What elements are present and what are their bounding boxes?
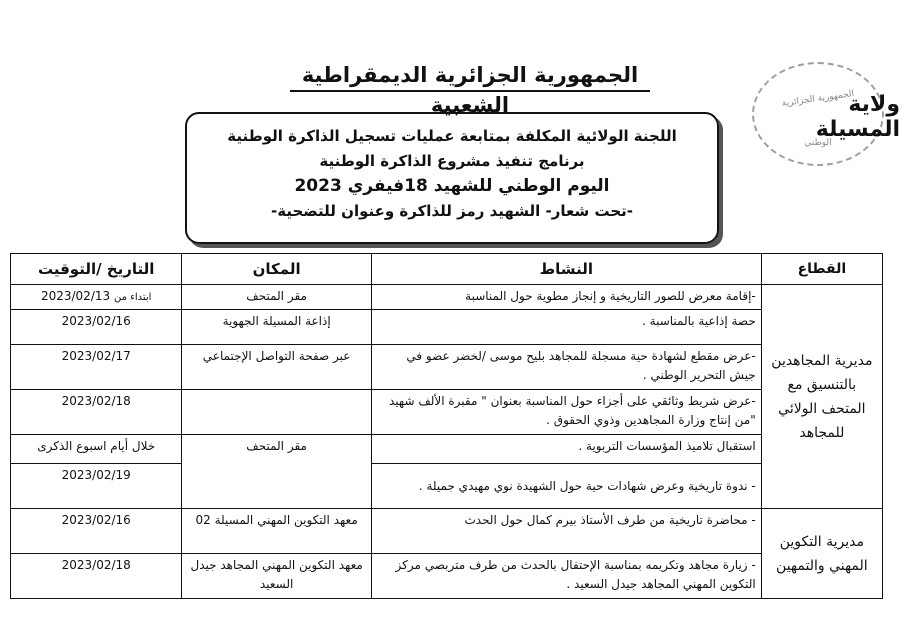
program-title: برنامج تنفيذ مشروع الذاكرة الوطنية [319, 152, 585, 170]
committee-title: اللجنة الولائية المكلفة بمتابعة عمليات تسجيل الذاكرة الوطنية [227, 127, 677, 145]
activity-cell: حصة إذاعية بالمناسبة . [371, 310, 761, 345]
stamp-lettering-bottom: الوطني [804, 138, 832, 148]
place-cell [182, 390, 371, 435]
place-cell: مقر المتحف [182, 285, 371, 310]
date-cell: 2023/02/16 [11, 509, 182, 554]
date-cell: خلال أيام اسبوع الذكرى [11, 435, 182, 464]
activity-cell: - ندوة تاريخية وعرض شهادات حية حول الشهيدة نوي مهيدي جميلة . [371, 464, 761, 509]
table-row [11, 435, 883, 464]
date-value: 2023/02/13 [40, 289, 111, 303]
activity-cell: استقبال تلاميذ المؤسسات التربوية . [371, 435, 761, 464]
republic-heading: الجمهورية الجزائرية الديمقراطية الشعبية [290, 60, 650, 92]
header-activity: النشاط [371, 254, 761, 285]
date-cell [11, 285, 182, 310]
table-row [11, 345, 883, 390]
date-cell: 2023/02/17 [11, 345, 182, 390]
table-row [11, 509, 883, 554]
slogan: -تحت شعار- الشهيد رمز للذاكرة وعنوان للتضحية- [271, 202, 633, 220]
program-table [10, 253, 883, 599]
table-row [11, 285, 883, 310]
activity-cell: -عرض مقطع لشهادة حية مسجلة للمجاهد بليح موسى /لخضر عضو في جيش التحرير الوطني . [371, 345, 761, 390]
date-cell: 2023/02/19 [11, 464, 182, 509]
activity-cell: - محاضرة تاريخية من طرف الأستاذ بيرم كمال حول الحدث [371, 509, 761, 554]
activity-cell: -عرض شريط وثائقي على أجزاء حول المناسبة بعنوان " مقبرة الألف شهيد "من إنتاج وزارة المجاهدين وذوي الحقوق . [371, 390, 761, 435]
event-title: اليوم الوطني للشهيد 18فيفري 2023 [294, 176, 610, 196]
activity-cell: - زيارة مجاهد وتكريمه بمناسبة الإحتفال بالحدث من طرف متربصي مركز التكوين المهني المجاهد جيدل السعيد . [371, 554, 761, 599]
sector-cell: مديرية التكوين المهني والتمهين [761, 509, 882, 599]
place-cell: معهد التكوين المهني المسيلة 02 [182, 509, 371, 554]
sector-cell: مديرية المجاهدين بالتنسيق مع المتحف الولائي للمجاهد [761, 285, 882, 509]
header-place: المكان [182, 254, 371, 285]
place-cell: مقر المتحف [182, 435, 371, 509]
header-sector: القطاع [761, 254, 882, 285]
header-date: التاريخ /التوقيت [11, 254, 182, 285]
table-row [11, 464, 883, 509]
date-cell: 2023/02/18 [11, 554, 182, 599]
place-cell: معهد التكوين المهني المجاهد جيدل السعيد [182, 554, 371, 599]
stamp-lettering-top: الجمهورية الجزائرية [781, 88, 855, 110]
program-title-box [185, 112, 719, 244]
activity-cell: -إقامة معرض للصور التاريخية و إنجاز مطوية حول المناسبة [371, 285, 761, 310]
table-header-row [11, 254, 883, 285]
place-cell: عبر صفحة التواصل الإجتماعي [182, 345, 371, 390]
date-cell: 2023/02/16 [11, 310, 182, 345]
table-row [11, 554, 883, 599]
place-cell: إذاعة المسيلة الجهوية [182, 310, 371, 345]
table-row [11, 310, 883, 345]
date-prefix: ابتداء من [113, 292, 152, 303]
date-cell: 2023/02/18 [11, 390, 182, 435]
wilaya-label: ولاية المسيلة [815, 92, 900, 142]
table-row [11, 390, 883, 435]
